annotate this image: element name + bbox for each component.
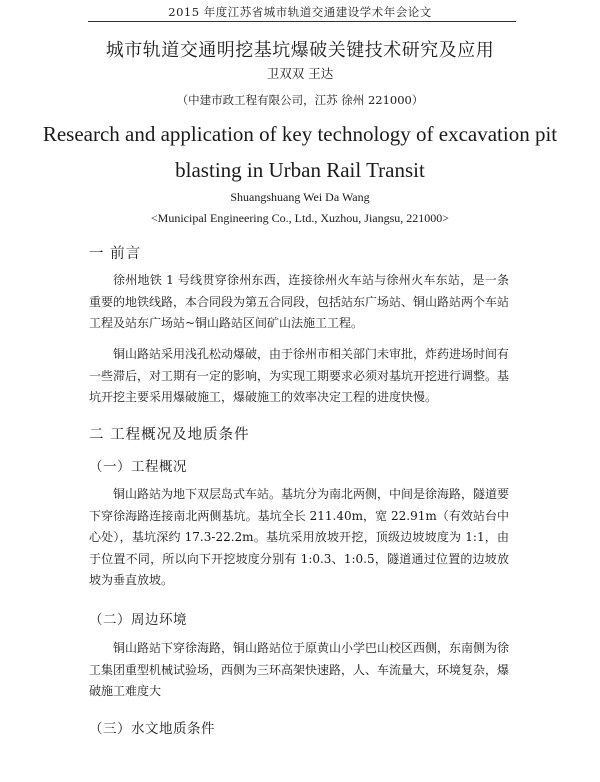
header-rule [88,21,516,22]
paper-title-en-line2: blasting in Urban Rail Transit [175,158,425,182]
subsection-heading-hydrogeology: （三）水文地质条件 [89,721,215,737]
paragraph-project-overview: 铜山路站为地下双层岛式车站。基坑分为南北两侧，中间是徐海路，隧道要下穿徐海路连接南北两侧基坑。基坑全长 211.40m，宽 22.91m（有效站台中心处），基坑深约 17.3-22.2m。基坑采用放坡开挖，顶级边坡坡度为 1:1，由于位置不同，所以向下开挖坡度分别有 1:0.3、1:0.5，隧道通过位置的边坡放坡为垂直放坡。 [89,487,510,587]
affiliation-cn: （中建市政工程有限公司，江苏 徐州 221000） [176,93,424,107]
subsection-heading-environment: （二）周边环境 [89,612,187,628]
affiliation-en: <Municipal Engineering Co., Ltd., Xuzhou, Jiangsu, 221000> [150,211,450,225]
section-heading-overview: 二 工程概况及地质条件 [89,427,250,443]
authors-cn: 卫双双 王达 [266,66,334,81]
paragraph-preface-2: 铜山路站采用浅孔松动爆破，由于徐州市相关部门未审批，炸药进场时间有一些滞后，对工期有一定的影响，为实现工期要求必须对基坑开挖进行调整。基坑开挖主要采用爆破施工，爆破施工的效率决定工程的进度快慢。 [89,347,510,404]
authors-en: Shuangshuang Wei Da Wang [230,190,370,204]
paper-title-cn: 城市轨道交通明挖基坑爆破关键技术研究及应用 [105,40,495,61]
paragraph-environment: 铜山路站下穿徐海路，铜山路站位于原黄山小学巴山校区西侧，东南侧为徐工集团重型机械试验场，西侧为三环高架快速路，人、车流量大，环境复杂，爆破施工难度大 [89,641,510,698]
running-head: 2015 年度江苏省城市轨道交通建设学术年会论文 [168,5,432,19]
section-heading-preface: 一 前言 [89,246,142,262]
paper-title-en-line1: Research and application of key technology of excavation pit [42,122,558,146]
subsection-heading-project: （一）工程概况 [89,459,187,475]
paragraph-preface-1: 徐州地铁 1 号线贯穿徐州东西，连接徐州火车站与徐州火车东站，是一条重要的地铁线路，本合同段为第五合同段，包括站东广场站、铜山路站两个车站工程及站东广场站~铜山路站区间矿山法施工工程。 [89,273,510,330]
